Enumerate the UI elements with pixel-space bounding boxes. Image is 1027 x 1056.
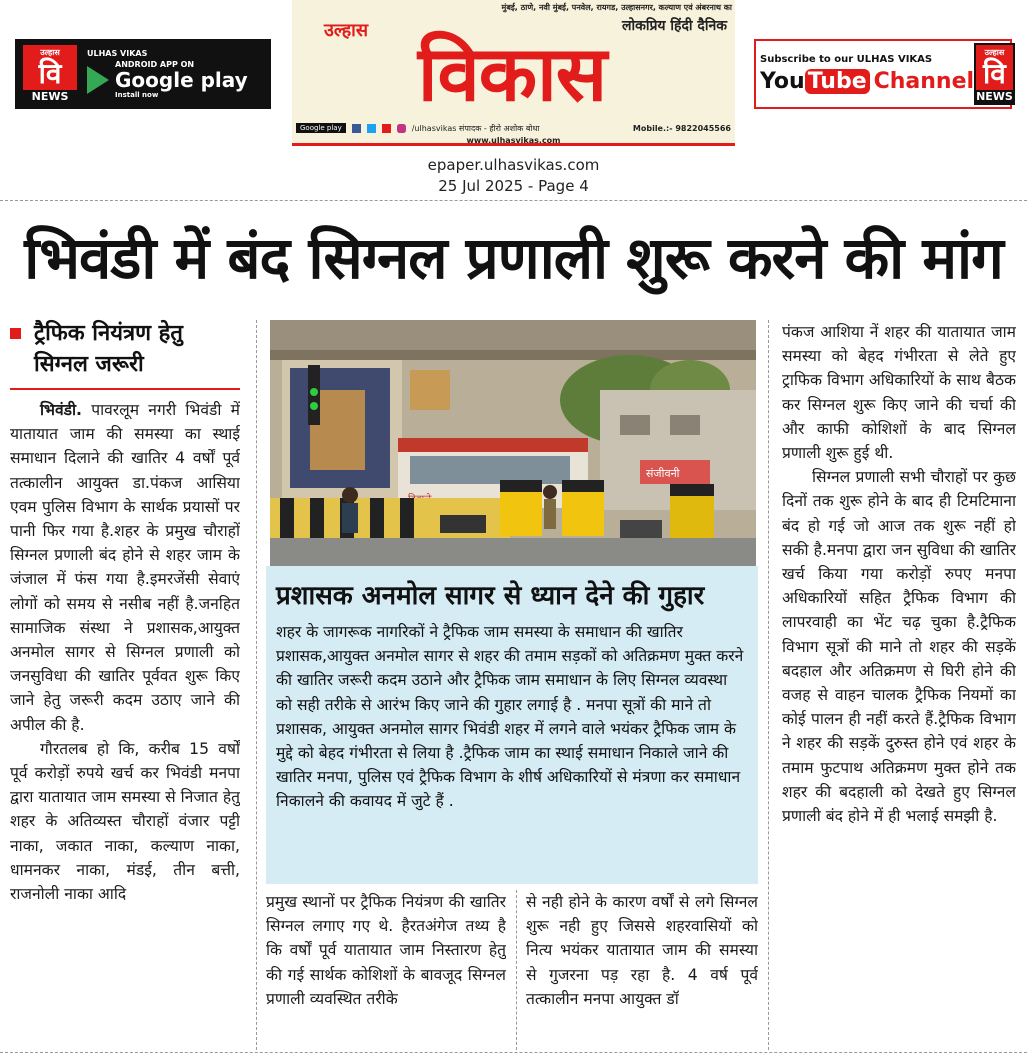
logo-news-label: NEWS [23, 90, 77, 103]
ulhas-vikas-news-logo-right [974, 43, 1015, 105]
callout-title: प्रशासक अनमोल सागर से ध्यान देने की गुहार [276, 581, 705, 611]
column-divider [516, 890, 517, 1050]
column-divider [256, 320, 257, 1050]
article-column-1 [10, 398, 240, 1050]
epaper-url[interactable]: epaper.ulhasvikas.com [427, 156, 600, 174]
masthead-strip [292, 120, 735, 136]
photo-shop-sign: संजीवनी [646, 467, 680, 480]
article-subheadline-block [10, 318, 240, 390]
paragraph-3: प्रमुख स्थानों पर ट्रैफिक नियंत्रण की खातिर सिग्नल लगाए गए थे. हैरतअंगेज तथ्य है कि वर्षों पूर्व यातायात जाम निस्तारण हेतु की गई सार्थक कोशिशों के बावजूद सिग्नल प्रणाली व्यवस्थित तरीके [266, 893, 506, 1008]
android-app-label: ANDROID APP ON [115, 60, 195, 69]
article-headline: भिवंडी में बंद सिग्नल प्रणाली शुरू करने की मांग [24, 224, 1003, 292]
youtube-channel-badge[interactable] [754, 39, 1012, 109]
youtube-tube: Tube [805, 69, 870, 94]
logo-news-label: NEWS [976, 90, 1013, 103]
traffic-junction-photo [270, 320, 756, 566]
youtube-you: You [760, 69, 805, 94]
article-subheadline: ट्रैफिक नियंत्रण हेतु सिग्नल जरूरी [34, 321, 183, 377]
paragraph-6: सिग्नल प्रणाली सभी चौराहों पर कुछ दिनों तक शुरू होने के बाद ही टिमटिमाना बंद हो गई जो आज तक शुरू नहीं हो सकी है.मनपा द्वारा जन सुविधा की खातिर खर्च किया गया करोड़ों रुपए मनपा अधिकारियों सहित ट्रैफिक विभाग की लापरवाही का भेंट चढ़ चुका है.ट्रैफिक विभाग सूत्रों की माने तो शहर की सड़कें बदहाल और अतिक्रमण से घिरी होने की वजह से वाहन चालक ट्रैफिक नियमों का कोई पालन ही नहीं करते हैं.ट्रैफिक विभाग ने शहर की सड़कें दुरुस्त होने एवं शहर के तमाम फुटपाथ अतिक्रमण मुक्त होने तक शहर की बदहाली को देखते हुए सिग्नल प्रणाली बंद होने में ही भलाई समझी है. [782, 468, 1016, 826]
strip-editor-text: /ulhasvikas संपादक - हीरो अशोक बोधा [411, 123, 540, 133]
logo-top-text: उल्हास [40, 48, 60, 57]
twitter-icon[interactable] [367, 124, 376, 133]
badge-brand: ULHAS VIKAS [87, 49, 148, 58]
article-column-3 [266, 890, 506, 1050]
paragraph-2: गौरतलब हो कि, करीब 15 वर्षों पूर्व करोड़ों रुपये खर्च कर भिवंडी मनपा द्वारा यातायात जाम समस्या से निजात हेतु शहर के अतिव्यस्त चौराहों वंजार पट्टी नाका, जकात नाका, कल्याण नाका, धामनकर नाका, मंडई, तीन बत्ती, राजनोली नाका आदि [10, 739, 240, 904]
article-column-4 [526, 890, 758, 1050]
instagram-icon[interactable] [397, 124, 406, 133]
youtube-channel-label: Channel [873, 69, 975, 94]
strip-mobile: Mobile.:- 9822045566 [632, 123, 731, 133]
square-bullet-icon [10, 328, 21, 339]
paragraph-1 [10, 398, 240, 737]
masthead-ulhas: उल्हास [324, 20, 369, 41]
google-play-badge[interactable] [15, 39, 271, 109]
news-photo [270, 320, 756, 566]
masthead-cities: मुंबई, ठाणे, नवी मुंबई, पनवेल, रायगड, उल्हासनगर, कल्याण एवं अंबरनाथ का [501, 3, 732, 12]
logo-letter: वि [983, 57, 1006, 90]
masthead-tagline: लोकप्रिय हिंदी दैनिक [621, 18, 727, 34]
subscribe-text: Subscribe to our ULHAS VIKAS [760, 54, 933, 65]
article-column-5 [782, 320, 1016, 1050]
newspaper-masthead [292, 0, 735, 146]
callout-body: शहर के जागरूक नागरिकों ने ट्रैफिक जाम समस्या के समाधान की खातिर प्रशासक,आयुक्त अनमोल सागर से शहर की तमाम सड़कों को अतिक्रमण मुक्त करने की खातिर जरूरी कदम उठाने और ट्रैफिक जाम समाधान के लिए सिग्नल व्यवस्था को सही तरीके से आरंभ किए जाने की गुहार लगाई है . मनपा सूत्रों की माने तो प्रशासक, आयुक्त अनमोल सागर भिवंडी शहर में लगने वाले भयंकर ट्रैफिक जाम के मुद्दे को बेहद गंभीरता से लिया है .ट्रैफिक जाम का स्थाई समाधान निकाले जाने की खातिर मनपा, पुलिस एवं ट्रैफिक विभाग के शीर्ष अधिकारियों से मंत्रणा कर समाधान निकालने की कवायद में जुटे हैं . [276, 623, 744, 811]
ulhas-vikas-news-logo [21, 43, 79, 105]
masthead-website[interactable]: www.ulhasvikas.com [466, 136, 561, 145]
logo-letter: वि [38, 57, 62, 90]
top-divider [0, 200, 1027, 201]
column-divider [768, 320, 769, 1050]
google-play-icon [87, 66, 109, 94]
install-now-label: Install now [115, 91, 159, 99]
youtube-icon[interactable] [382, 124, 391, 133]
paragraph-4: से नही होने के कारण वर्षों से लगे सिग्नल शुरू नही हुए जिससे शहरवासियों को नित्य भयंकर यातायात जाम की समस्या से गुजरना पड़ रहा है. 4 वर्ष पूर्व तत्कालीन मनपा आयुक्त डॉ [526, 893, 758, 1008]
callout-box [266, 566, 758, 884]
facebook-icon[interactable] [352, 124, 361, 133]
paragraph-5: पंकज आशिया नें शहर की यातायात जाम समस्या को बेहद गंभीरता से लेते हुए ट्राफिक विभाग अधिकारियों के साथ बैठक कर सिग्नल शुरू किए जाने की चर्चा की और काफी कोशिशों के बाद सिग्नल प्रणाली शुरू हुई थी. [782, 323, 1016, 463]
masthead-title: विकास [417, 29, 607, 118]
store-name: Google play [115, 68, 248, 92]
paragraph-1-text: पावरलूम नगरी भिवंडी में यातायात जाम की समस्या का स्थाई समाधान दिलाने की खातिर 4 वर्षों पूर्व तत्कालीन आयुक्त डा.पंकज आसिया एवम पुलिस विभाग के सार्थक प्रयासों पर पानी फिर गया है.शहर के प्रमुख चौराहों सिग्नल प्रणाली बंद होने से शहर जाम के जंजाल में फंस गया है.इमरजेंसी सेवाएं लोगों को समय से नसीब नहीं है.जनहित सामाजिक संस्था ने प्रशासक,आयुक्त अनमोल सागर से सिग्नल प्रणाली को जनसुविधा की खातिर पूर्ववत शुरू किए जाने हेतु जरूरी कदम उठाए जाने की अपील की है. [10, 401, 240, 734]
logo-top-text: उल्हास [984, 48, 1005, 57]
dateline: भिवंडी. [40, 401, 82, 419]
strip-google-play[interactable]: Google play [296, 123, 346, 133]
epaper-date-page: 25 Jul 2025 - Page 4 [438, 177, 589, 195]
bottom-divider [0, 1052, 1027, 1053]
